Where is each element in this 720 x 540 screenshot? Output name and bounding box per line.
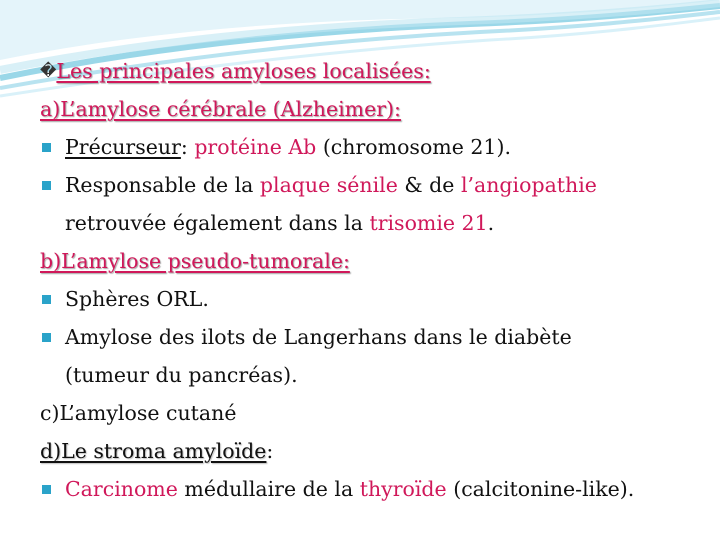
section-d-heading: d)Le stroma amyloïde: xyxy=(40,439,274,463)
section-b-heading-text: b)L’amylose pseudo-tumorale: xyxy=(40,249,350,273)
list-item: Sphères ORL. xyxy=(40,280,710,318)
highlight-text: trisomie 21 xyxy=(369,211,488,235)
section-d-heading-text: d)Le stroma amyloïde xyxy=(40,439,267,463)
slide-title-text: Les principales amyloses localisées: xyxy=(56,59,431,83)
square-bullet-icon xyxy=(42,181,51,190)
slide-content xyxy=(40,52,710,508)
section-a-heading xyxy=(40,90,710,128)
highlight-text: Carcinome xyxy=(65,477,178,501)
list-item: Carcinome médullaire de la thyroïde (calcitonine-like). xyxy=(40,470,710,508)
list-item: Amylose des ilots de Langerhans dans le diabète xyxy=(40,318,710,356)
square-bullet-icon xyxy=(42,143,51,152)
list-item-continuation: (tumeur du pancréas). xyxy=(65,363,298,387)
precursor-label: Précurseur xyxy=(65,135,181,159)
slide-title xyxy=(40,52,710,90)
section-a-heading-text: a)L’amylose cérébrale (Alzheimer): xyxy=(40,97,401,121)
section-b-heading xyxy=(40,242,710,280)
missing-glyph-icon: � xyxy=(40,61,57,80)
square-bullet-icon xyxy=(42,333,51,342)
highlight-text: l’angiopathie xyxy=(460,173,597,197)
list-item: Précurseur: protéine Ab (chromosome 21). xyxy=(40,128,710,166)
highlight-text: plaque sénile xyxy=(259,173,398,197)
highlight-text: thyroïde xyxy=(359,477,447,501)
list-item-continuation: retrouvée également dans la trisomie 21. xyxy=(65,211,495,235)
list-item: Responsable de la plaque sénile & de l’angiopathie xyxy=(40,166,710,204)
highlight-text: protéine Ab xyxy=(194,135,317,159)
square-bullet-icon xyxy=(42,295,51,304)
section-c-heading xyxy=(40,394,710,432)
square-bullet-icon xyxy=(42,485,51,494)
section-c-heading-text: c)L’amylose cutané xyxy=(40,401,237,425)
